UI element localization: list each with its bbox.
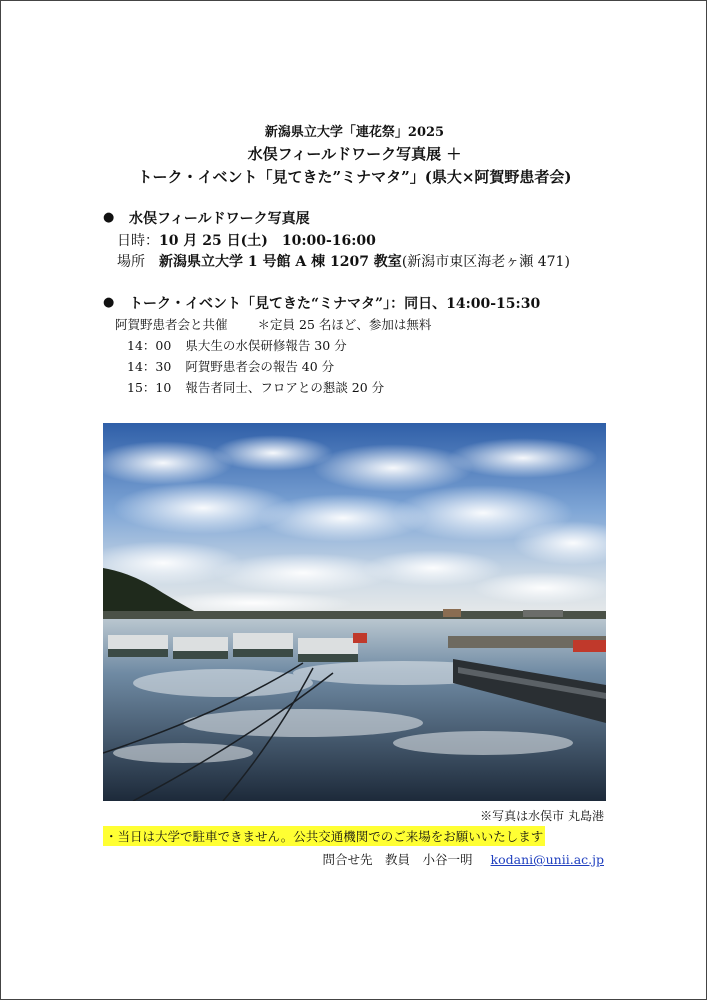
section1-date <box>117 230 376 250</box>
photo-caption: ※写真は水俣市 丸島港 <box>480 809 604 823</box>
schedule-time: 14：30 <box>127 359 172 374</box>
header-line-1: 新潟県立大学「連花祭」2025 <box>264 125 445 140</box>
place-value: 新潟県立大学 1 号館 A 棟 1207 教室 <box>159 254 402 270</box>
place-label: 場所 <box>117 254 145 270</box>
contact-label: 問合せ先 教員 小谷一明 <box>322 852 473 867</box>
place-address: (新潟市東区海老ヶ瀬 471) <box>401 254 570 270</box>
schedule-item <box>127 357 334 375</box>
header-line-2: 水俣フィールドワーク写真展 ＋ <box>247 145 462 163</box>
schedule-time: 15：10 <box>127 380 172 395</box>
date-label: 日時： <box>117 233 159 249</box>
schedule-time: 14：00 <box>127 338 172 353</box>
section2-bullet: ● <box>103 295 115 310</box>
schedule-item <box>127 378 384 396</box>
header-line-3: トーク・イベント「見てきた”ミナマタ”」(県大×阿賀野患者会) <box>137 168 572 186</box>
harbor-photo <box>103 423 606 801</box>
parking-notice: ・当日は大学で駐車できません。公共交通機関でのご来場をお願いいたします <box>103 826 545 846</box>
schedule-desc: 阿賀野患者会の報告 40 分 <box>185 359 335 374</box>
contact-email-link[interactable]: kodani@unii.ac.jp <box>490 852 604 867</box>
cohost-text: 阿賀野患者会と共催 <box>115 317 228 332</box>
contact-line <box>323 850 605 868</box>
capacity-text: ＊定員 25 名ほど、参加は無料 <box>257 317 432 332</box>
section1-title: 水俣フィールドワーク写真展 <box>129 211 310 227</box>
section2-title: トーク・イベント「見てきた“ミナマタ”」：同日、14:00-15:30 <box>129 296 541 312</box>
date-value: 10 月 25 日(土) 10:00-16:00 <box>159 233 376 249</box>
schedule-item <box>127 336 347 354</box>
schedule-desc: 報告者同士、フロアとの懇談 20 分 <box>185 380 385 395</box>
schedule-desc: 県大生の水俣研修報告 30 分 <box>185 338 347 353</box>
section1-bullet: ● <box>103 210 115 225</box>
section1-place <box>117 251 570 271</box>
section2-info <box>115 315 431 333</box>
